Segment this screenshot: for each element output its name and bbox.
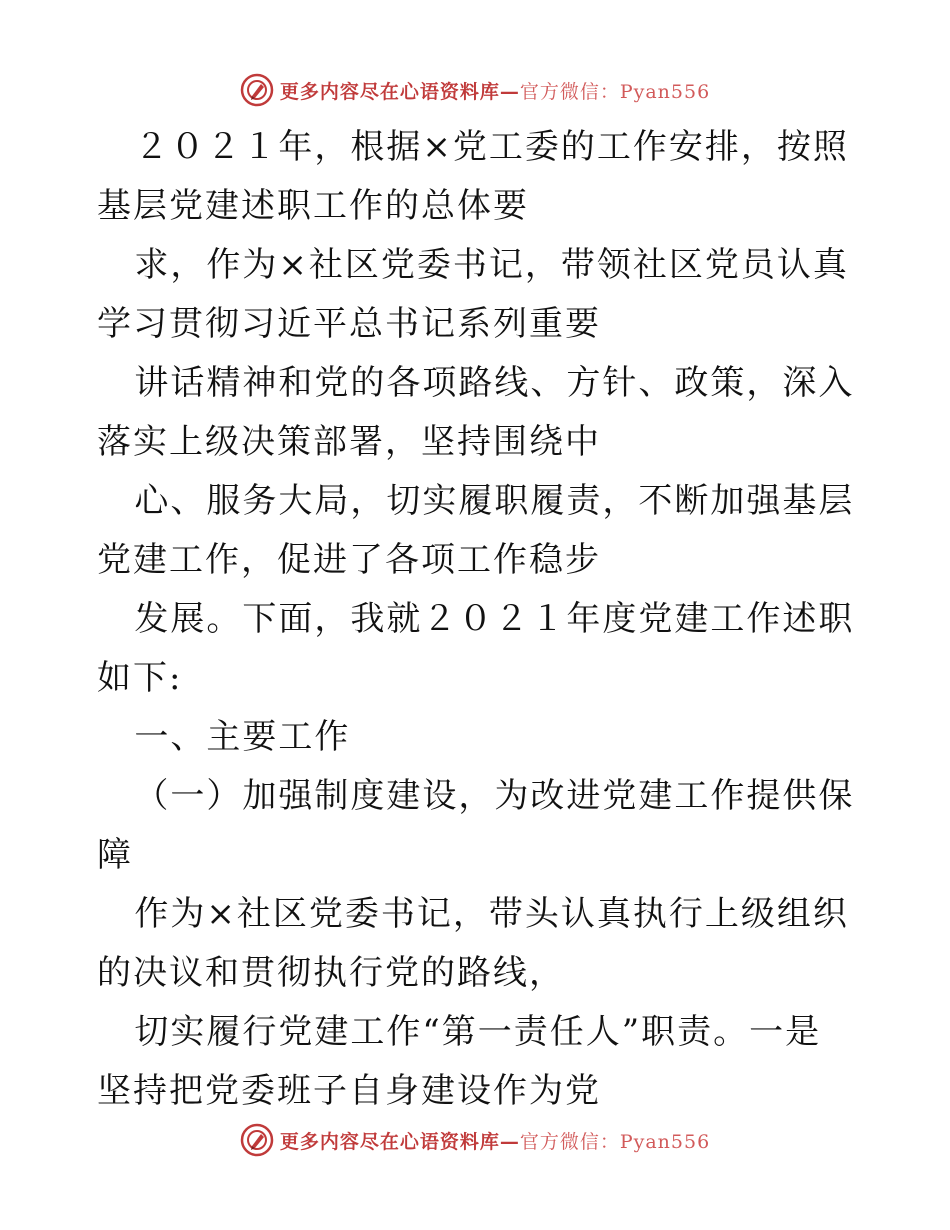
watermark-contact: 官方微信：Pyan556 — [519, 1130, 711, 1153]
pen-logo-icon — [240, 73, 274, 107]
pen-logo-icon — [240, 1123, 274, 1157]
paragraph-2: 求，作为×社区党委书记，带领社区党员认真学习贯彻习近平总书记系列重要 — [97, 245, 849, 344]
paragraph-4: 心、服务大局，切实履职履责，不断加强基层党建工作，促进了各项工作稳步 — [97, 481, 855, 580]
paragraph-5: 发展。下面，我就２０２１年度党建工作述职如下: — [97, 599, 855, 698]
subsection-heading: （一）加强制度建设，为改进党建工作提供保障 — [97, 776, 855, 875]
document-body — [97, 118, 857, 1121]
watermark-separator: — — [499, 80, 520, 103]
paragraph-3: 讲话精神和党的各项路线、方针、政策，深入落实上级决策部署，坚持围绕中 — [97, 363, 855, 462]
paragraph-7: 切实履行党建工作“第一责任人”职责。一是坚持把党委班子自身建设作为党 — [97, 1012, 822, 1111]
watermark-brand: 更多内容尽在心语资料库 — [279, 80, 500, 103]
paragraph-6: 作为×社区党委书记，带头认真执行上级组织的决议和贯彻执行党的路线， — [97, 894, 849, 993]
watermark-contact: 官方微信：Pyan556 — [519, 80, 711, 103]
watermark-brand: 更多内容尽在心语资料库 — [279, 1130, 500, 1153]
watermark-separator: — — [499, 1130, 520, 1153]
watermark-text — [280, 77, 710, 104]
watermark-text — [280, 1127, 710, 1154]
header-watermark — [0, 70, 950, 110]
paragraph-1: ２０２１年，根据×党工委的工作安排，按照基层党建述职工作的总体要 — [97, 127, 849, 226]
section-heading: 一、主要工作 — [134, 717, 351, 757]
footer-watermark — [0, 1120, 950, 1160]
